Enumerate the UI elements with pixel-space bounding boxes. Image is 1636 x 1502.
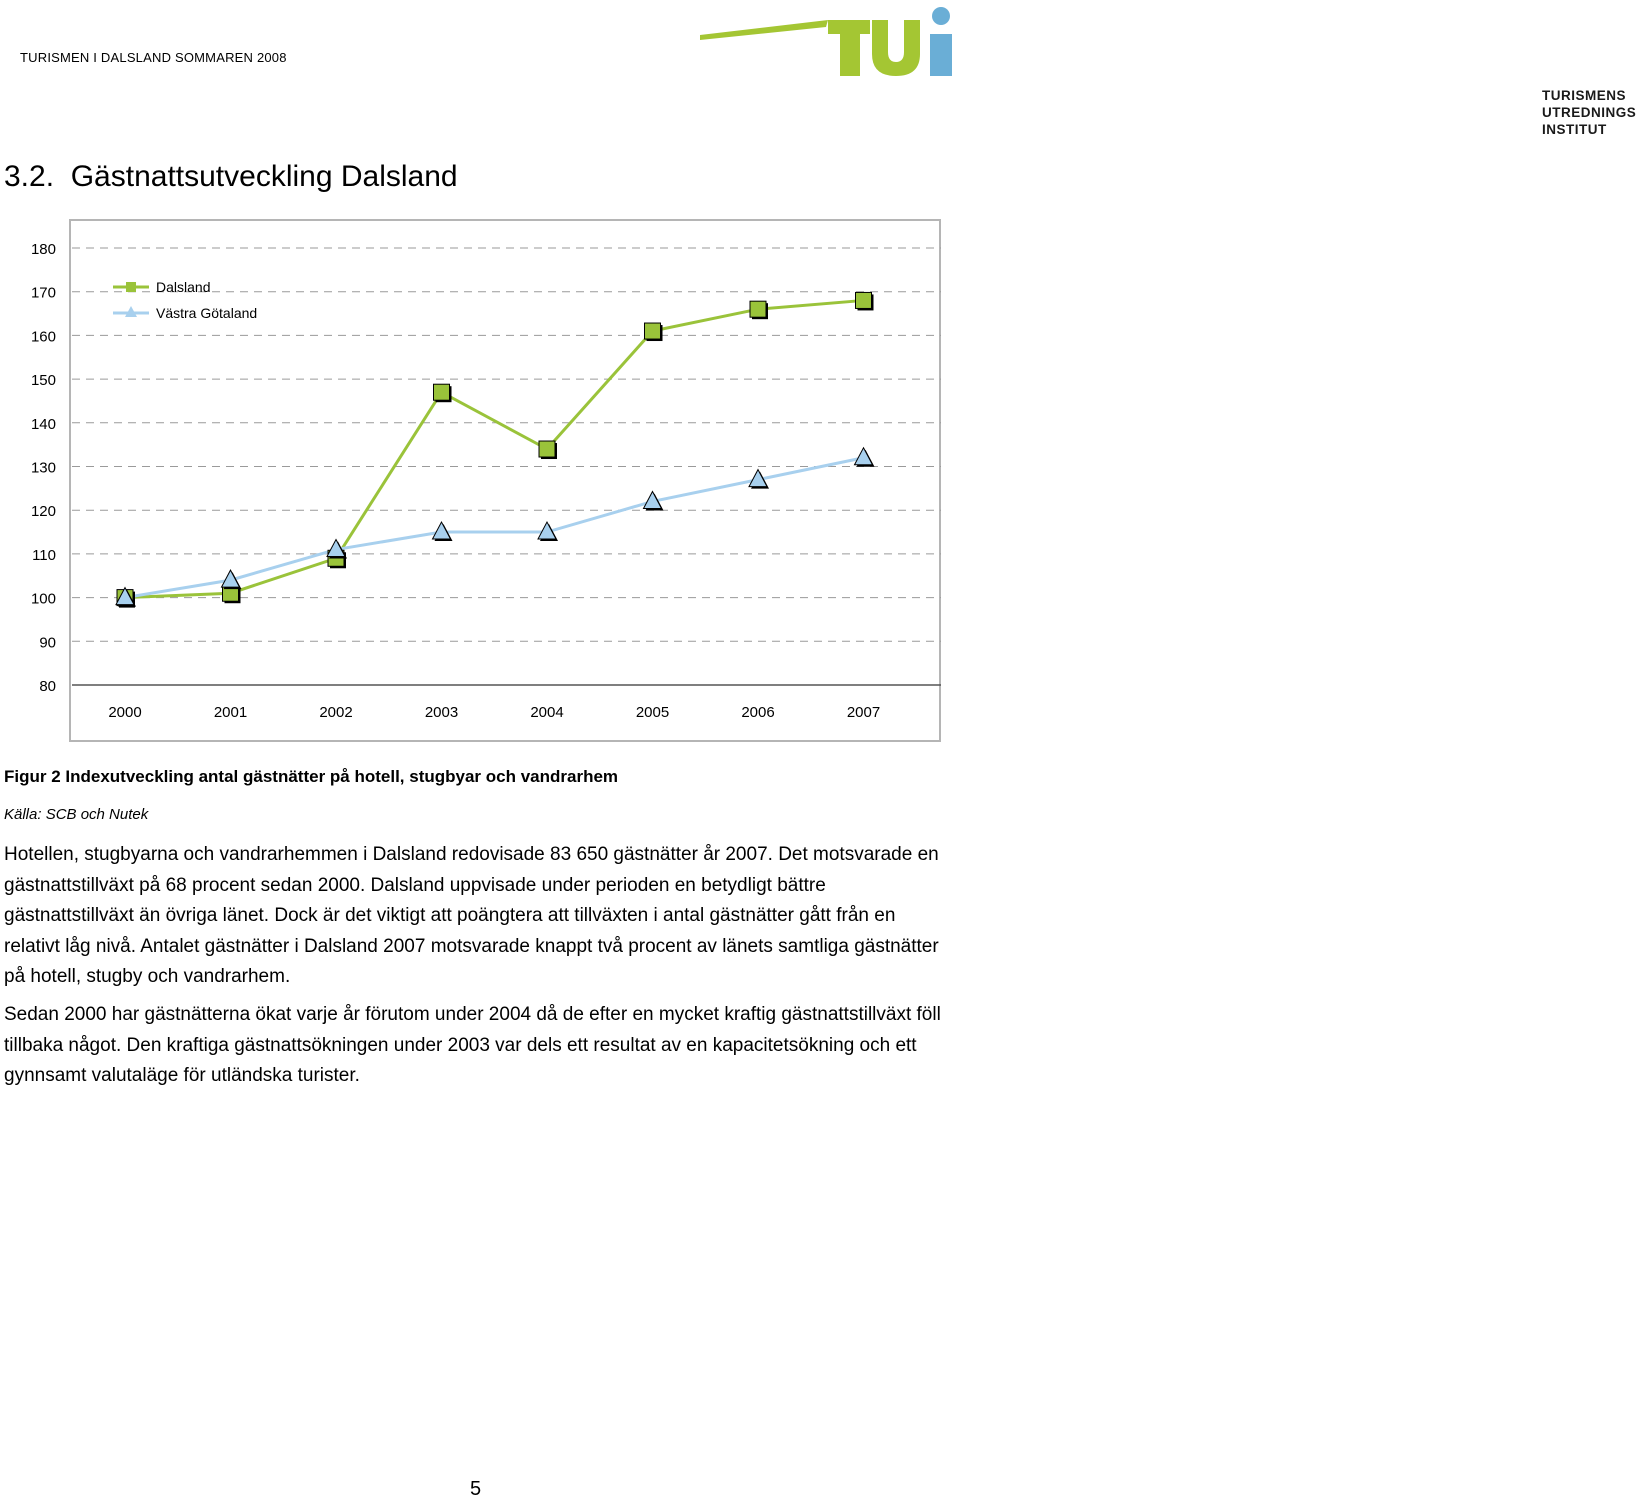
y-tick-label: 80	[39, 678, 56, 695]
logo-line-1: TURISMENS	[1542, 88, 1627, 103]
legend-marker	[126, 282, 136, 292]
figure-caption: Figur 2 Indexutveckling antal gästnätter på hotell, stugbyar och vandrarhem	[4, 767, 619, 786]
section-title: Gästnattsutveckling Dalsland	[70, 160, 458, 193]
tui-logo	[700, 0, 1636, 140]
tui-logo-mark	[700, 0, 960, 140]
x-tick-label: 2006	[741, 704, 775, 721]
y-tick-label: 100	[30, 590, 56, 608]
y-tick-label: 130	[30, 459, 56, 477]
section-heading	[4, 160, 458, 194]
body-paragraph-1: Hotellen, stugbyarna och vandrarhemmen i Dalsland redovisade 83 650 gästnätter år 2007. Det motsvarade en gästnattstillväxt på 68 procent sedan 2000. Dalsland uppvisade under perioden en betydligt bättre gästnattstillväxt än övriga länet. Dock är det viktigt att poängtera att tillväxten i antal gästnätter gått från en relativt låg nivå. Antalet gästnätter i Dalsland 2007 motsvarade knappt två procent av länets samtliga gästnätter på hotell, stugby och vandrarhem.	[4, 844, 939, 987]
point-dalsland	[645, 323, 661, 339]
y-tick-label: 140	[30, 415, 56, 433]
x-tick-label: 2001	[213, 704, 248, 721]
y-tick-label: 160	[30, 328, 56, 346]
page-number: 5	[470, 1478, 482, 1500]
x-tick-label: 2004	[530, 704, 564, 721]
body-paragraph-2: Sedan 2000 har gästnätterna ökat varje år förutom under 2004 då de efter en mycket kraftig gästnattstillväxt föll tillbaka något. Den kraftiga gästnattsökningen under 2003 var dels ett resultat av en kapacitetsökning och ett gynnsamt valutaläge för utländska turister.	[4, 1004, 941, 1086]
chart-border	[70, 220, 940, 741]
legend-label: Dalsland	[156, 279, 211, 295]
y-tick-label: 150	[30, 372, 56, 390]
y-tick-label: 180	[30, 241, 56, 258]
x-tick-label: 2000	[108, 704, 142, 721]
y-tick-label: 120	[30, 503, 56, 521]
point-dalsland	[434, 384, 450, 400]
logo-line-2: UTREDNINGS	[1542, 105, 1636, 120]
point-dalsland	[856, 292, 872, 308]
y-tick-label: 170	[30, 284, 56, 302]
figure-source: Källa: SCB och Nutek	[4, 806, 149, 823]
x-tick-label: 2005	[635, 704, 670, 721]
x-tick-label: 2007	[846, 704, 881, 721]
legend-label: Västra Götaland	[156, 305, 258, 321]
section-number: 3.2.	[4, 160, 55, 193]
point-dalsland	[750, 301, 766, 317]
guest-night-index-chart	[66, 219, 966, 742]
x-tick-label: 2002	[319, 704, 353, 721]
running-header: TURISMEN I DALSLAND SOMMAREN 2008	[20, 50, 287, 65]
y-tick-label: 90	[39, 634, 56, 652]
y-tick-labels	[0, 219, 66, 742]
point-dalsland	[539, 441, 555, 457]
y-tick-label: 110	[32, 546, 56, 564]
logo-line-3: INSTITUT	[1542, 122, 1607, 137]
x-tick-label: 2003	[424, 704, 459, 721]
